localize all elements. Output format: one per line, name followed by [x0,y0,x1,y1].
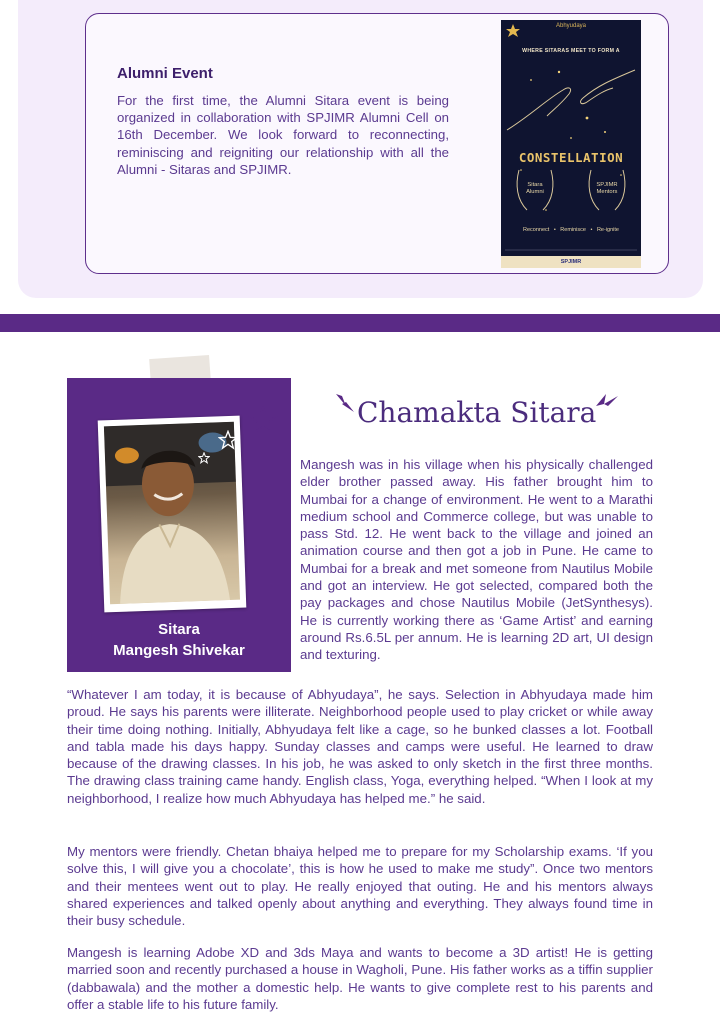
constellation-poster [501,20,641,268]
star-outline-icon [248,405,278,435]
feature-title: Chamakta Sitara [357,396,597,429]
title-accent-icon [334,390,356,414]
poster-right-label: SPJIMR Mentors [596,182,618,195]
poster-left-label: Sitara Alumni [526,182,544,195]
alumni-event-text: For the first time, the Alumni Sitara event is being organized in collaboration with SPJIMR Alumni Cell on 16th December. We look forward to reconnecting, reminiscing and reigniting our relationship with all the Alumni - Sitaras and SPJIMR. [117,93,449,177]
feature-paragraph: Mangesh was in his village when his physically challenged elder brother passed away. His father brought him to Mumbai for a change of environment. He went to a Marathi medium school and Commerce college, but was unable to pass Std. 12. He went back to the village and joined an animation course and then got a job in Pune. He came to Mumbai for a break and met someone from Nautilus Mobile and got an interview. He got selected, compared both the pay packages and chose Nautilus Mobile (JetSynthesys). He is currently working there as ‘Game Artist’ and earning around Rs.6.5L per annum. He is learning 2D art, UI design and texturing. [300,457,653,663]
alumni-event-card [85,13,669,274]
poster-footer: SPJIMR [501,256,641,268]
feature-paragraph: “Whatever I am today, it is because of Abhyudaya”, he says. Selection in Abhyudaya made him proud. He says his parents were illiterate. Neighborhood people used to play cricket or while away their time doing nothing. Initially, Abhyudaya felt like a cage, so he bunked classes a lot. Football and tabla made his days happy. Sunday classes and camps were useful. He learned to draw because of the drawing classes. In his job, he was asked to only sketch in the first three months. The drawing class training came handy. English class, Yoga, everything helped. “When I look at my neighborhood, I realize how much Abhyudaya has helped me.” he said. [67,687,653,806]
poster-headline: CONSTELLATION [518,150,624,165]
alumni-event-title: Alumni Event [117,65,213,82]
poster-logo: Abhyudaya [555,23,587,29]
alumni-event-section [18,0,703,298]
profile-name: Mangesh Shivekar [113,642,245,659]
poster-tagline: WHERE SITARAS MEET TO FORM A [522,48,620,54]
title-accent-icon [594,390,620,410]
poster-motto: Reconnect • Reminisce • Re-ignite [523,227,619,233]
star-outline-icon [218,430,238,450]
section-divider [0,314,720,332]
star-outline-icon [198,452,210,464]
profile-role: Sitara [158,621,200,638]
feature-paragraph: My mentors were friendly. Chetan bhaiya helped me to prepare for my Scholarship exams. ‘If you solve this, I will give you a chocolate’, this is how he used to make me study”. Once two mentors and their mentees went out to play. He really enjoyed that outing. He and his mentors always shared experiences and talked openly about anything and everything. They always found time in their busy schedule. [67,844,653,929]
feature-paragraph: Mangesh is learning Adobe XD and 3ds Maya and wants to become a 3D artist! He is getting married soon and recently purchased a house in Wagholi, Pune. His father works as a tiffin supplier (dabbawala) and the mother a domestic help. He wants to give complete rest to his parents and offer a stable life to his future family. [67,945,653,1012]
